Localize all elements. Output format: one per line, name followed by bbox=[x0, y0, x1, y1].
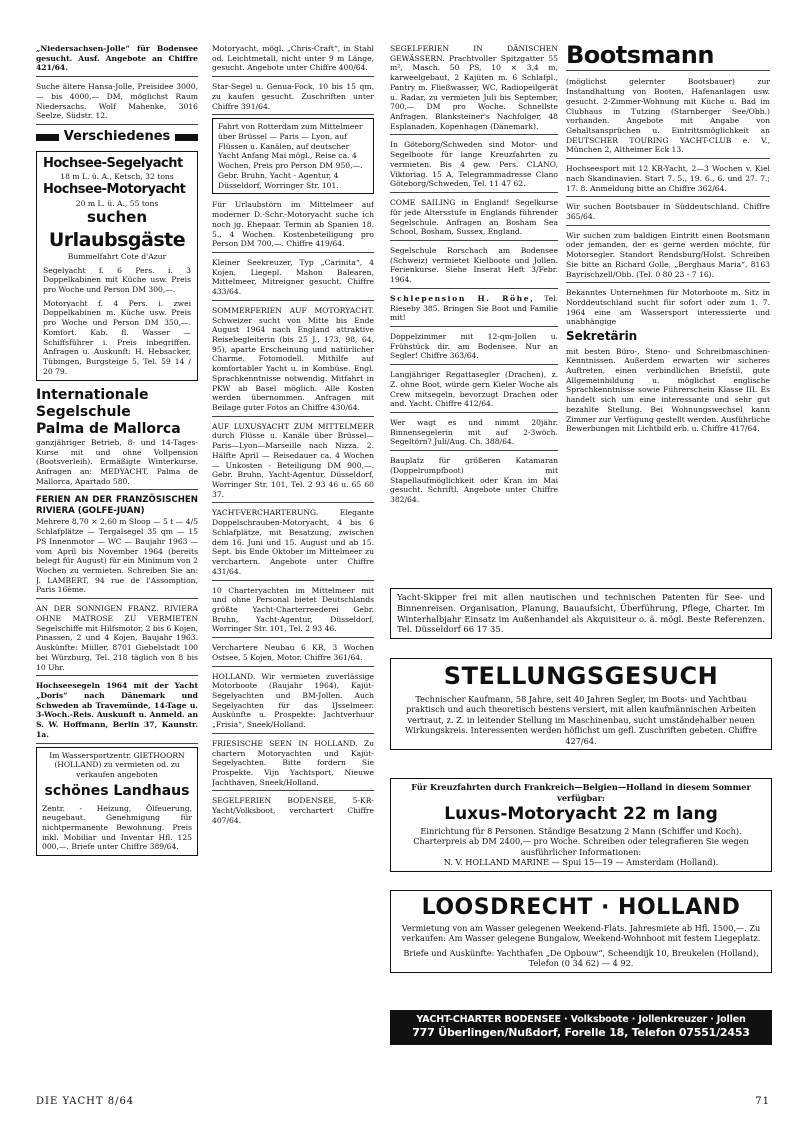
classified-ad bbox=[390, 292, 558, 327]
classified-ad bbox=[390, 196, 558, 241]
ad-text: Hochseesport mit 12 KR-Yacht, 2—3 Wochen v. Kiel nach Skandinavien. Start 7. 5., 19. 6., 6. und 27. 7.; 17. 8. Anmeldung bitte an Chiffre 362/64. bbox=[566, 164, 770, 193]
ad-text: Motoryacht f. 4 Pers. i. zwei Doppelkabinen m. Küche usw. Preis pro Woche und Person DM 350,—. Komfort. Kab. fl. Wasser — Schiffsführer i. Preis inbegriffen. Anfragen u. Auskunft: H. Hebsacker, Tübingen, Burgsteige 5, Tel. 59 14 / 20 79. bbox=[43, 298, 191, 376]
classified-ad bbox=[212, 304, 374, 417]
ad-heading: LOOSDRECHT · HOLLAND bbox=[421, 895, 741, 920]
classified-ad bbox=[212, 420, 374, 504]
ad-text: AN DER SONNIGEN FRANZ. RIVIERA OHNE MATROSE ZU VERMIETEN Segelschiffe mit Hilfsmotor, 2 bis 6 Kojen, Pinassen, 2 und 4 Kojen, Baujahr 1963. Auskünfte: Müller, 8701 Giebelstadt 100 bei Würzburg, Tel. 218 täglich von 8 bis 10 Uhr. bbox=[36, 604, 198, 672]
classified-ad bbox=[212, 737, 374, 792]
column-2 bbox=[212, 42, 374, 832]
ad-text: Briefe und Auskünfte: Yachthafen „De Opbouw“, Scheendijk 10, Breukelen (Holland), Telefon (0 34 62) — 4 92. bbox=[403, 947, 759, 969]
classified-ad bbox=[390, 138, 558, 193]
ad-text: Für Urlaubstörn im Mittelmeer auf moderner D.-Schr.-Motoryacht suche ich noch jg. Ehepaar. Termin ab Spanien 18. 5., 4 Wochen. Kostenbeteiligung pro Person DM 700,—. Chiffre 419/64. bbox=[212, 200, 374, 249]
classified-ad bbox=[212, 794, 374, 828]
landhaus-ad bbox=[36, 747, 198, 857]
classified-ad bbox=[566, 162, 770, 197]
ad-heading: FERIEN AN DER FRANZÖSISCHEN RIVIERA (GOLFE-JUAN) bbox=[36, 495, 198, 517]
ad-subline: 20 m L. ü. A., 55 tons bbox=[75, 198, 159, 208]
ad-text: Segelyacht f. 6 Pers. i. 3 Doppelkabinen mit Küche usw. Preis pro Woche und Person DM 300,—. bbox=[43, 265, 191, 294]
ad-text: Vermietung von am Wasser gelegenen Weekend-Flats. Jahresmiete ab Hfl. 1500,—. Zu verkaufen: Am Wasser gelegene Bungalow, Weekend-Wohnboot mit festem Liegeplatz. bbox=[401, 922, 761, 944]
stellungsgesuch-ad bbox=[390, 658, 772, 750]
ad-text: Yacht-Skipper frei mit allen nautischen und technischen Patenten für See- und Binnenreisen. Organisation, Planung, Bauaufsicht, Überführung, Pflege, Charter. Im Winterhalbjahr Einsatz im Außenhandel als Akquisiteur o. ä. mögl. Beste Referenzen. Tel. Düsseldorf 66 17 35. bbox=[397, 592, 765, 635]
page-footer-left: DIE YACHT 8/64 bbox=[36, 1096, 135, 1107]
ad-text: Fahrt von Rotterdam zum Mittelmeer über Brüssel — Paris — Lyon, auf Flüssen u. Kanälen, auf deutscher Yacht Anfang Mai mögl., Reise ca. 4 Wochen, Preis pro Person DM 950,—. Gebr. Bruhn, Yacht - Agentur, 4 Düsseldorf, Worringer Str. 101. bbox=[218, 122, 363, 190]
ad-text: Bekanntes Unternehmen für Motorboote m. Sitz in Norddeutschland sucht für sofort oder zum 1. 7. 1964 eine am Wassersport interessierte und unabhängige bbox=[566, 288, 770, 327]
page-number: 71 bbox=[755, 1096, 770, 1107]
ad-subline: 18 m L. ü. A., Ketsch, 32 tons bbox=[60, 172, 174, 182]
ad-text: (möglichst gelernter Bootsbauer) zur Instandhaltung von Booten, Hafenanlagen usw. gesucht. 2-Zimmer-Wohnung mit Küche u. Bad im Clubhaus in Tutzing (Starnberger See/Obb.) vorhanden. Angebote mit Angabe von Gehaltsansprüchen u. Eintrittsmöglichkeit an DEUTSCHER TOURING YACHT-CLUB e. V., München 2, Altheimer Eck 13. bbox=[566, 77, 770, 155]
ad-text: HOLLAND. Wir vermieten zuverlässige Motorboote (Baujahr 1964), Kajüt-Segelyachten und BM-Jollen. Auch Segelyachten für das IJsselmeer. Auskünfte u. Prospekte: Jachtverhuur „Frisia“, Sneek/Holland. bbox=[212, 671, 374, 730]
ad-text: Einrichtung für 8 Personen. Ständige Besatzung 2 Mann (Schiffer und Koch). Charterpreis ab DM 2400,— pro Woche. Schreiben oder telegrafieren Sie wegen ausführlicher Informationen: bbox=[413, 825, 749, 857]
ad-heading: STELLUNGSGESUCH bbox=[443, 662, 719, 690]
classified-ad bbox=[212, 641, 374, 666]
ad-text: SOMMERFERIEN AUF MOTORYACHT. Schweizer sucht von Mitte bis Ende August 1964 nach England attraktive Reisebegleiterin (bis 25 J., 173, 98, 64, 95), aparte Erscheinung und natürlicher Charme. Fotomodell. Mithilfe auf komfortabler Yacht u. in Kombüse. Engl. Sprachkenntnisse notwendig. Mitfahrt in PKW ab Basel möglich. Alle Kosten werden übernommen. Anfragen mit Beilage guter Fotos an Chiffre 430/64. bbox=[212, 305, 374, 412]
classified-ad bbox=[390, 42, 558, 135]
column-3 bbox=[390, 42, 558, 582]
banner-line: 777 Überlingen/Nußdorf, Forelle 18, Telefon 07551/2453 bbox=[412, 1026, 750, 1040]
ad-text: Wir suchen zum baldigen Eintritt einen Bootsmann oder jemanden, der es gerne werden möchte, für Motorsegler. Standort Rendsburg/Holst. Schreiben Sie bitte an Richard Golle, „Berghaus Maria“, 8163 Bayrischzell/Obb. (Tel. 0 80 23 - 7 16). bbox=[566, 230, 770, 279]
classified-ad bbox=[390, 454, 558, 508]
ad-text: COME SAILING in England! Segelkurse für jede Altersstufe in Englands führender Segelschule. Anfragen an Bosham Sea School, Bosham, Sussex, England. bbox=[390, 198, 558, 237]
classified-ad bbox=[36, 602, 198, 676]
classified-ad bbox=[212, 80, 374, 115]
ad-text: Star-Segel u. Genua-Fock, 10 bis 15 qm, zu kaufen gesucht. Zuschriften unter Chiffre 391/64. bbox=[212, 82, 374, 111]
ad-text: N. V. HOLLAND MARINE — Spui 15—19 — Amsterdam (Holland). bbox=[443, 857, 719, 868]
skipper-ad bbox=[390, 588, 772, 639]
classified-ad bbox=[212, 584, 374, 639]
banner-line: YACHT-CHARTER BODENSEE · Volksboote · Jollenkreuzer · Jollen bbox=[416, 1014, 746, 1025]
classified-ad bbox=[390, 330, 558, 365]
classified-ad-boxed bbox=[212, 118, 374, 194]
ad-heading: Luxus-Motoryacht 22 m lang bbox=[444, 804, 718, 824]
ad-text: Kleiner Seekreuzer, Typ „Carinita“, 4 Kojen, Liegepl. Mahon Balearen, Mittelmeer, Mitreigner gesucht. Chiffre 433/64. bbox=[212, 257, 374, 297]
ad-text: Motoryacht, mögl. „Chris-Craft“, in Stahl od. Leichtmetall, nicht unter 9 m Länge, gesucht. Angebote unter Chiffre 400/64. bbox=[212, 44, 374, 73]
riviera-ad bbox=[36, 493, 198, 599]
ad-text: „Niedersachsen-Jolle“ für Bodensee gesucht. Ausf. Angebote an Chiffre 421/64. bbox=[36, 44, 198, 73]
classified-ad bbox=[390, 368, 558, 413]
ad-text: Bauplatz für größeren Katamaran (Doppelrumpfboot) mit Stapellaufmöglichkeit oder Kran im Mai gesucht. Schriftl. Angebote unter Chiffre 382/64. bbox=[390, 456, 558, 505]
urlaubsgaeste-ad bbox=[36, 151, 198, 382]
ad-heading: Palma de Mallorca bbox=[36, 421, 181, 438]
classified-ad bbox=[36, 80, 198, 125]
segelschule-ad bbox=[36, 385, 198, 490]
charter-bodensee-banner bbox=[390, 1010, 772, 1045]
classified-ad bbox=[212, 198, 374, 253]
ad-heading: Internationale bbox=[36, 387, 149, 404]
ad-text: SEGELFERIEN IN DÄNISCHEN GEWÄSSERN. Prachtvoller Spitzgatter 55 m², Masch. 50 PS, 10 × 3,4 m, karweelgebaut, 2 Kajüten m. 6 Schlafpl., Pantry m. Fließwasser, WC, Radiopeilgerät u. Radar, zu vermieten Juli bis September, 700,— DM pro Woche. Schnellste Anfragen. Blanksteiner's Nachfolger, 48 Esplanaden, Kopenhagen (Dänemark). bbox=[390, 44, 558, 131]
ad-heading: Segelschule bbox=[36, 404, 131, 421]
ad-text: In Göteborg/Schweden sind Motor- und Segelboote für lange Kreuzfahrten zu vermieten. Bis 4 gew. Pers. CLANO, Viktoriag. 15 A, Telegrammadresse Clano Göteborg/Schweden, Tel. 11 47 62. bbox=[390, 140, 558, 189]
ad-text: FRIESISCHE SEEN IN HOLLAND. Zu chartern Motoryachten und Kajüt-Segelyachten. Bitte fordern Sie Prospekte. Vijn Yachtsport, Nieuwe Jachthaven, Sneek/Holland. bbox=[212, 738, 374, 787]
ad-text: Doppelzimmer mit 12-qm-Jollen u. Frühstück dir. am Bodensee. Nur an Segler! Chiffre 363/64. bbox=[390, 331, 558, 361]
ad-text: ganzjähriger Betrieb, 8- und 14-Tages-Kurse mit und ohne Vollpension (Bootsverleih). Ermäßigte Winterkurse. Anfragen an: MEDYACHT, Palma de Mallorca, Apartado 580. bbox=[36, 437, 198, 486]
ad-heading: Hochsee-Motoryacht bbox=[43, 182, 186, 197]
ad-text: Wir suchen Bootsbauer in Süddeutschland. Chiffre 365/64. bbox=[566, 202, 770, 222]
classified-ad bbox=[566, 75, 770, 159]
ad-text: Wer wagt es und nimmt 20jähr. Binnensegelerin mit auf 2-3wöch. Segeltörn? Juli/Aug. Ch. 388/64. bbox=[390, 418, 558, 447]
ad-heading: Hochsee-Segelyacht bbox=[43, 155, 183, 171]
ad-text: SEGELFERIEN BODENSEE, 5-KR-Yacht/Volksboot, verchartert Chiffre 407/64. bbox=[212, 796, 374, 825]
ad-text: Mehrere 8,70 × 2,60 m Sloop — 5 t — 4/5 Schlafplätze — Tergalsegel 35 qm — 15 PS Innenmotor — WC — Baujahr 1963 — vom April bis November 1964 (bereits belegt für August) für ein Minimum von 2 Wochen zu vermieten. Schreiben Sie an: J. LAMBERT, 94 rue de l'Assomption, Paris 16ème. bbox=[36, 517, 198, 595]
ad-heading: schönes Landhaus bbox=[44, 782, 190, 799]
classified-ad bbox=[212, 256, 374, 301]
loosdrecht-ad bbox=[390, 890, 772, 973]
section-header bbox=[36, 129, 198, 146]
classified-ad bbox=[390, 416, 558, 451]
classified-ad bbox=[212, 670, 374, 734]
ad-heading: Bootsmann bbox=[566, 42, 770, 71]
classified-ad bbox=[566, 200, 770, 225]
ad-text: Segelschule Rorschach am Bodensee (Schweiz) vermietet Kielboote und Jollen. Ferienkurse. Siehe Inserat Heft 3/Febr. 1964. bbox=[390, 245, 558, 285]
classified-ad bbox=[212, 42, 374, 77]
classified-ad bbox=[36, 42, 198, 77]
luxus-motoryacht-ad bbox=[390, 778, 772, 872]
ad-text: Suche ältere Hansa-Jolle, Preisidee 3000,— bis 4000,— DM, möglichst Raum Niedersachs. Wolf Mahenke, 3016 Seelze, Südstr. 12. bbox=[36, 82, 198, 121]
ad-heading: Schlepension H. Röhe, bbox=[390, 293, 535, 303]
ad-heading: suchen bbox=[86, 208, 148, 227]
ad-text: mit besten Büro-, Steno- und Schreibmaschinen-Kenntnissen. Außerdem erwarten wir sicheres Auftreten, einen verbindlichen Briefstil, gute Allgemeinbildung u. möglichst englische Sprachkenntnisse sowie Führerschein Klasse III. Es handelt sich um eine interessante und sehr gut bezahlte Stellung. Bei Wohnungswechsel kann Zimmer zur Verfügung gestellt werden. Ausführliche Bewerbungen mit Lichtbild erb. u. Chiffre 417/64. bbox=[566, 346, 770, 434]
ad-text: 10 Charteryachten im Mittelmeer mit und ohne Personal bietet Deutschlands größte Yacht-Charterreederei Gebr. Bruhn, Yacht-Agentur, Düsseldorf, Worringer Str. 101, Tel. 2 93 46. bbox=[212, 585, 374, 634]
ad-subline: Bummelfahrt Cote d'Azur bbox=[67, 251, 167, 261]
classified-ad bbox=[566, 286, 770, 437]
column-4 bbox=[566, 42, 770, 582]
ad-text: Verchartere Neubau 6 KR, 3 Wochen Ostsee, 5 Kojen, Motor. Chiffre 361/64. bbox=[212, 643, 374, 662]
ad-text: Technischer Kaufmann, 58 Jahre, seit 40 Jahren Segler, im Boots- und Yachtbau praktisch und auch theoretisch bestens versiert, mit allen kaufmännischen Arbeiten vertraut, z. Z. in leitender Stellung im Maschinenbau, sucht umständehalber neuen Wirkungskreis. Interessenten werden höflichst um gefl. Zuschriften gebeten. Chiffre 427/64. bbox=[405, 693, 757, 746]
classified-ad bbox=[36, 679, 198, 743]
classified-ad bbox=[212, 506, 374, 580]
ad-text: Langjähriger Regattasegler (Drachen), z. Z. ohne Boot, würde gern Kieler Woche als Crew mitsegeln, bevorzugt Drachen oder and. Yacht. Chiffre 412/64. bbox=[390, 370, 558, 409]
ad-text: Für Kreuzfahrten durch Frankreich—Belgien—Holland in diesem Sommer verfügbar: bbox=[411, 782, 751, 803]
ad-text: Hochseesegeln 1964 mit der Yacht „Doris“ nach Dänemark und Schweden ab Travemünde, 14-Tage u. 3-Woch.-Reis. Auskunft u. Anmeld. an S. W. Hoffmann, Berlin 37, Kaunstr. 1a. bbox=[36, 681, 198, 739]
ad-text: Im Wassersportzentr. GIETHOORN (HOLLAND) zu vermieten od. zu verkaufen angeboten bbox=[49, 750, 185, 779]
section-title: Verschiedenes bbox=[63, 129, 171, 145]
ad-heading: Sekretärin bbox=[566, 329, 638, 344]
ad-heading: Urlaubsgäste bbox=[48, 228, 186, 251]
classified-ad bbox=[390, 244, 558, 289]
ad-text: YACHT-VERCHARTERUNG. Elegante Doppelschrauben-Motoryacht, 4 bis 6 Schlafplätze, mit Besatzung, zwischen dem 16. Juni und 15. August und ab 15. Sept. bis Ende Oktober im Mittelmeer zu verchartern. Angebote unter Chiffre 431/64. bbox=[212, 508, 374, 576]
ad-text: AUF LUXUSYACHT ZUM MITTELMEER durch Flüsse u. Kanäle über Brüssel—Paris—Lyon—Marseille nach Nizza. 2. Hälfte April — Reisedauer ca. 4 Wochen — Unkosten - Beteiligung DM 900,—. Gebr. Bruhn, Yacht-Agentur, Düsseldorf, Worringer Str. 101, Tel. 2 93 46 u. 65 60 37. bbox=[212, 421, 374, 499]
column-1 bbox=[36, 42, 198, 860]
ad-text: Tel. Rieseby 385. Bringen Sie Boot und Familie mit! bbox=[390, 293, 558, 323]
ad-text: Zentr. - Heizung, Ölfeuerung, neugebaut. Genehmigung für nichtpermanente Bewohnung. Preis inkl. Mobiliar und Inventar Hfl. 125 000,—. Briefe unter Chiffre 389/64. bbox=[42, 803, 192, 852]
classified-ad bbox=[566, 229, 770, 284]
